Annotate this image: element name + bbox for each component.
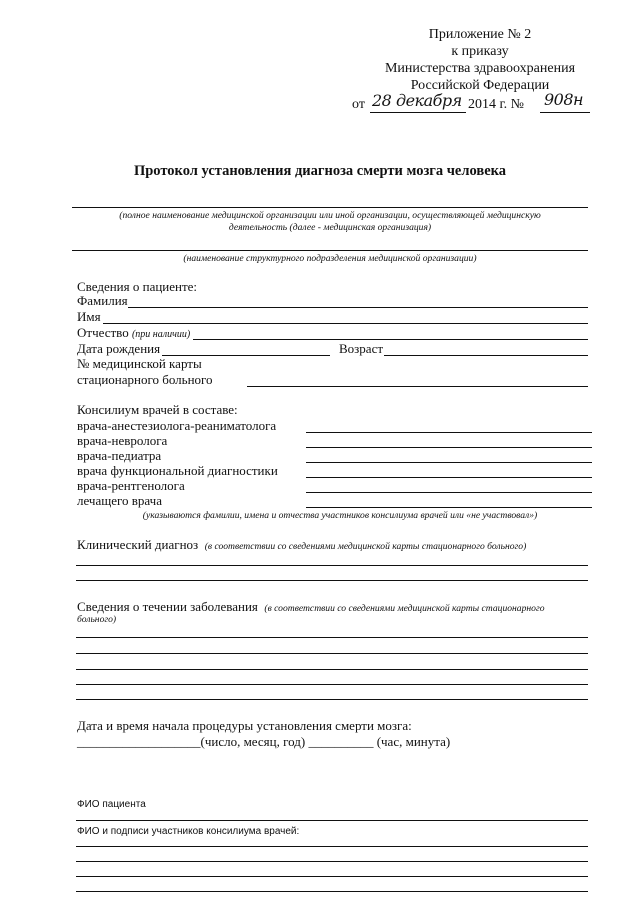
council-member-label: врача-невролога [77, 433, 168, 448]
council-signature-line[interactable] [76, 876, 588, 877]
council-member-label: лечащего врача [77, 493, 162, 508]
course-line[interactable] [76, 684, 588, 685]
order-reference: к приказу [451, 44, 509, 59]
course-note-2: больного) [77, 614, 117, 625]
subdivision-line [72, 250, 588, 251]
council-member-label: врача-педиатра [77, 448, 162, 463]
council-heading: Консилиум врачей в составе: [77, 402, 238, 417]
patronymic-note: (при наличии) [131, 329, 191, 340]
diagnosis-line[interactable] [76, 565, 588, 566]
council-member-field[interactable] [306, 477, 592, 478]
subdivision-note: (наименование структурного подразделения медицинской организации) [183, 253, 477, 264]
course-note-1: (в соответствии со сведениями медицинской карты стационарного [264, 603, 545, 614]
council-member-field[interactable] [306, 492, 592, 493]
patronymic-text: Отчество [77, 325, 129, 340]
council-fio-label: ФИО и подписи участников консилиума врачей: [77, 826, 300, 837]
council-member-field[interactable] [306, 432, 592, 433]
patient-heading: Сведения о пациенте: [77, 279, 198, 294]
procedure-heading: Дата и время начала процедуры установления смерти мозга: [77, 718, 412, 733]
federation-name: Российской Федерации [410, 78, 550, 93]
name-field[interactable] [103, 323, 588, 324]
patronymic-label [77, 325, 190, 341]
diagnosis-label [77, 537, 526, 553]
medical-card-field[interactable] [247, 386, 588, 387]
handwritten-date: 28 декабря [372, 91, 462, 110]
council-signature-line[interactable] [76, 891, 588, 892]
council-member-field[interactable] [306, 507, 592, 508]
council-signature-line[interactable] [76, 861, 588, 862]
surname-field[interactable] [128, 307, 588, 308]
course-line[interactable] [76, 699, 588, 700]
age-field[interactable] [384, 355, 588, 356]
birth-date-label: Дата рождения [77, 341, 161, 356]
year-number-label: 2014 г. № [468, 97, 525, 112]
number-underline [540, 112, 590, 113]
procedure-time-field[interactable]: __________ [308, 734, 374, 749]
medical-card-label-2: стационарного больного [77, 372, 213, 387]
patient-fio-line[interactable] [76, 820, 588, 821]
council-member-label: врача функциональной диагностики [77, 463, 278, 478]
appendix-number: Приложение № 2 [428, 27, 532, 42]
council-member-field[interactable] [306, 447, 592, 448]
council-note: (указываются фамилии, имена и отчества участников консилиума врачей или «не участвовал») [142, 510, 538, 521]
council-member-field[interactable] [306, 462, 592, 463]
diagnosis-text: Клинический диагноз [77, 537, 199, 552]
date-prefix: от [352, 97, 365, 112]
surname-label: Фамилия [77, 293, 128, 308]
page-title: Протокол установления диагноза смерти мозга человека [133, 163, 507, 179]
course-line[interactable] [76, 669, 588, 670]
procedure-date-note: (число, месяц, год) [200, 734, 306, 749]
organization-name-line [72, 207, 588, 208]
organization-note-1: (полное наименование медицинской организации или иной организации, осуществляющей медицинскую [119, 210, 541, 221]
course-line[interactable] [76, 653, 588, 654]
date-underline [370, 112, 466, 113]
age-label: Возраст [339, 341, 384, 356]
diagnosis-line[interactable] [76, 580, 588, 581]
council-signature-line[interactable] [76, 846, 588, 847]
patronymic-field[interactable] [193, 339, 588, 340]
course-label [77, 599, 545, 615]
ministry-name: Министерства здравоохранения [384, 61, 576, 76]
medical-card-label-1: № медицинской карты [77, 356, 202, 371]
procedure-time-note: (час, минута) [376, 734, 451, 749]
procedure-date-field[interactable]: ___________________ [77, 734, 201, 749]
name-label: Имя [77, 309, 101, 324]
course-text: Сведения о течении заболевания [77, 599, 258, 614]
council-member-label: врача-анестезиолога-реаниматолога [77, 418, 277, 433]
handwritten-order-number: 908н [544, 90, 584, 109]
procedure-datetime-row [77, 734, 450, 749]
council-member-label: врача-рентгенолога [77, 478, 185, 493]
diagnosis-note: (в соответствии со сведениями медицинской карты стационарного больного) [204, 541, 527, 552]
course-line[interactable] [76, 637, 588, 638]
patient-fio-label: ФИО пациента [77, 799, 146, 810]
organization-note-2: деятельность (далее - медицинская организация) [228, 222, 432, 233]
